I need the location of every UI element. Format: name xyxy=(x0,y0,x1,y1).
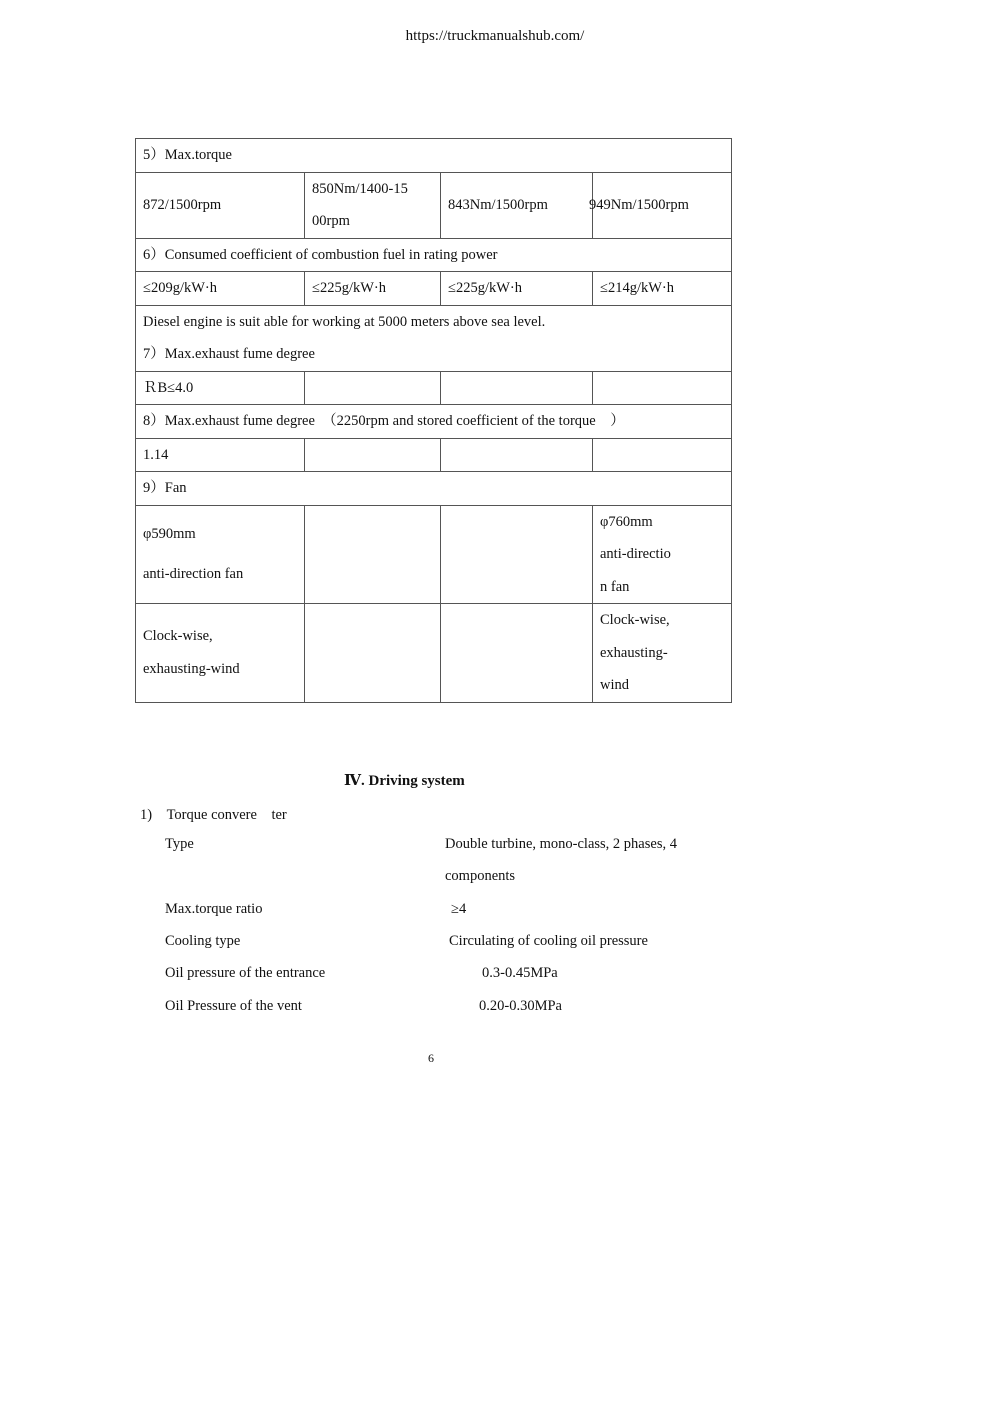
empty-cell xyxy=(441,604,593,703)
fan-cell xyxy=(136,604,305,703)
section-heading: Ⅳ. Driving system xyxy=(344,773,465,789)
exhaust-fume-label: 7）Max.exhaust fume degree xyxy=(143,346,315,362)
cell-line: φ590mm xyxy=(143,525,196,542)
page-url: https://truckmanualshub.com/ xyxy=(405,28,585,44)
cell-line: Clock-wise, xyxy=(143,628,213,645)
empty-cell xyxy=(305,505,441,604)
altitude-and-exhaust-cell xyxy=(136,305,732,371)
empty-cell xyxy=(305,604,441,703)
empty-cell xyxy=(305,438,441,472)
table-row xyxy=(136,172,732,238)
cell-line: Clock-wise, xyxy=(600,612,670,628)
spec-value: Circulating of cooling oil pressure xyxy=(449,933,648,949)
max-torque-cell: 872/1500rpm xyxy=(136,172,305,238)
exhaust-fume-cell: ＲB≤4.0 xyxy=(136,371,305,405)
fuel-coefficient-cell: ≤225g/kW·h xyxy=(305,272,441,306)
spec-value: 0.3-0.45MPa xyxy=(482,965,558,981)
table-row xyxy=(136,405,732,439)
spec-value: ≥4 xyxy=(451,901,467,917)
table-row xyxy=(136,238,732,272)
spec-value: components xyxy=(445,868,516,884)
stored-torque-cell: 1.14 xyxy=(136,438,305,472)
fuel-coefficient-cell: ≤214g/kW·h xyxy=(593,272,732,306)
cell-line: φ760mm xyxy=(600,513,653,530)
table-row xyxy=(136,604,732,703)
altitude-note: Diesel engine is suit able for working at 5000 meters above sea level. xyxy=(143,313,546,330)
cell-line: exhausting-wind xyxy=(143,660,240,677)
table-row xyxy=(136,139,732,173)
fuel-coefficient-cell: ≤225g/kW·h xyxy=(441,272,593,306)
engine-spec-table xyxy=(135,138,732,703)
cell-line: n fan xyxy=(600,578,630,595)
table-row xyxy=(136,438,732,472)
spec-value: 0.20-0.30MPa xyxy=(479,998,562,1014)
spec-value: Double turbine, mono-class, 2 phases, 4 xyxy=(445,836,677,852)
table-row xyxy=(136,305,732,371)
fuel-coefficient-cell: ≤209g/kW·h xyxy=(136,272,305,306)
cell-line: wind xyxy=(600,677,629,693)
table-row xyxy=(136,272,732,306)
spec-label: Type xyxy=(165,836,194,852)
table-row xyxy=(136,505,732,604)
empty-cell xyxy=(441,438,593,472)
spec-label: Oil pressure of the entrance xyxy=(165,965,326,981)
fan-cell xyxy=(136,505,305,604)
cell-line: 850Nm/1400-15 xyxy=(312,180,408,197)
spec-label: Cooling type xyxy=(165,933,241,949)
page-number: 6 xyxy=(428,1051,434,1065)
fuel-coefficient-label: 6）Consumed coefficient of combustion fuel in rating power xyxy=(136,238,732,272)
stored-torque-label: 8）Max.exhaust fume degree （2250rpm and stored coefficient of the torque ） xyxy=(136,405,732,439)
fan-label: 9）Fan xyxy=(136,472,732,506)
empty-cell xyxy=(305,371,441,405)
cell-line: 00rpm xyxy=(312,213,350,229)
max-torque-cell: 843Nm/1500rpm xyxy=(441,172,593,238)
table-row xyxy=(136,472,732,506)
fan-cell xyxy=(593,505,732,604)
max-torque-label: 5）Max.torque xyxy=(136,139,732,173)
section-item: 1) Torque convere ter xyxy=(140,807,287,823)
spec-label: Oil Pressure of the vent xyxy=(165,998,302,1014)
empty-cell xyxy=(441,371,593,405)
cell-line: anti-directio xyxy=(600,546,671,562)
max-torque-cell xyxy=(305,172,441,238)
empty-cell xyxy=(593,438,732,472)
spec-label: Max.torque ratio xyxy=(165,901,263,917)
empty-cell xyxy=(593,371,732,405)
max-torque-cell: 949Nm/1500rpm xyxy=(593,172,732,238)
fan-cell xyxy=(593,604,732,703)
table-row xyxy=(136,371,732,405)
cell-line: anti-direction fan xyxy=(143,566,244,583)
cell-line: exhausting- xyxy=(600,644,668,661)
empty-cell xyxy=(441,505,593,604)
